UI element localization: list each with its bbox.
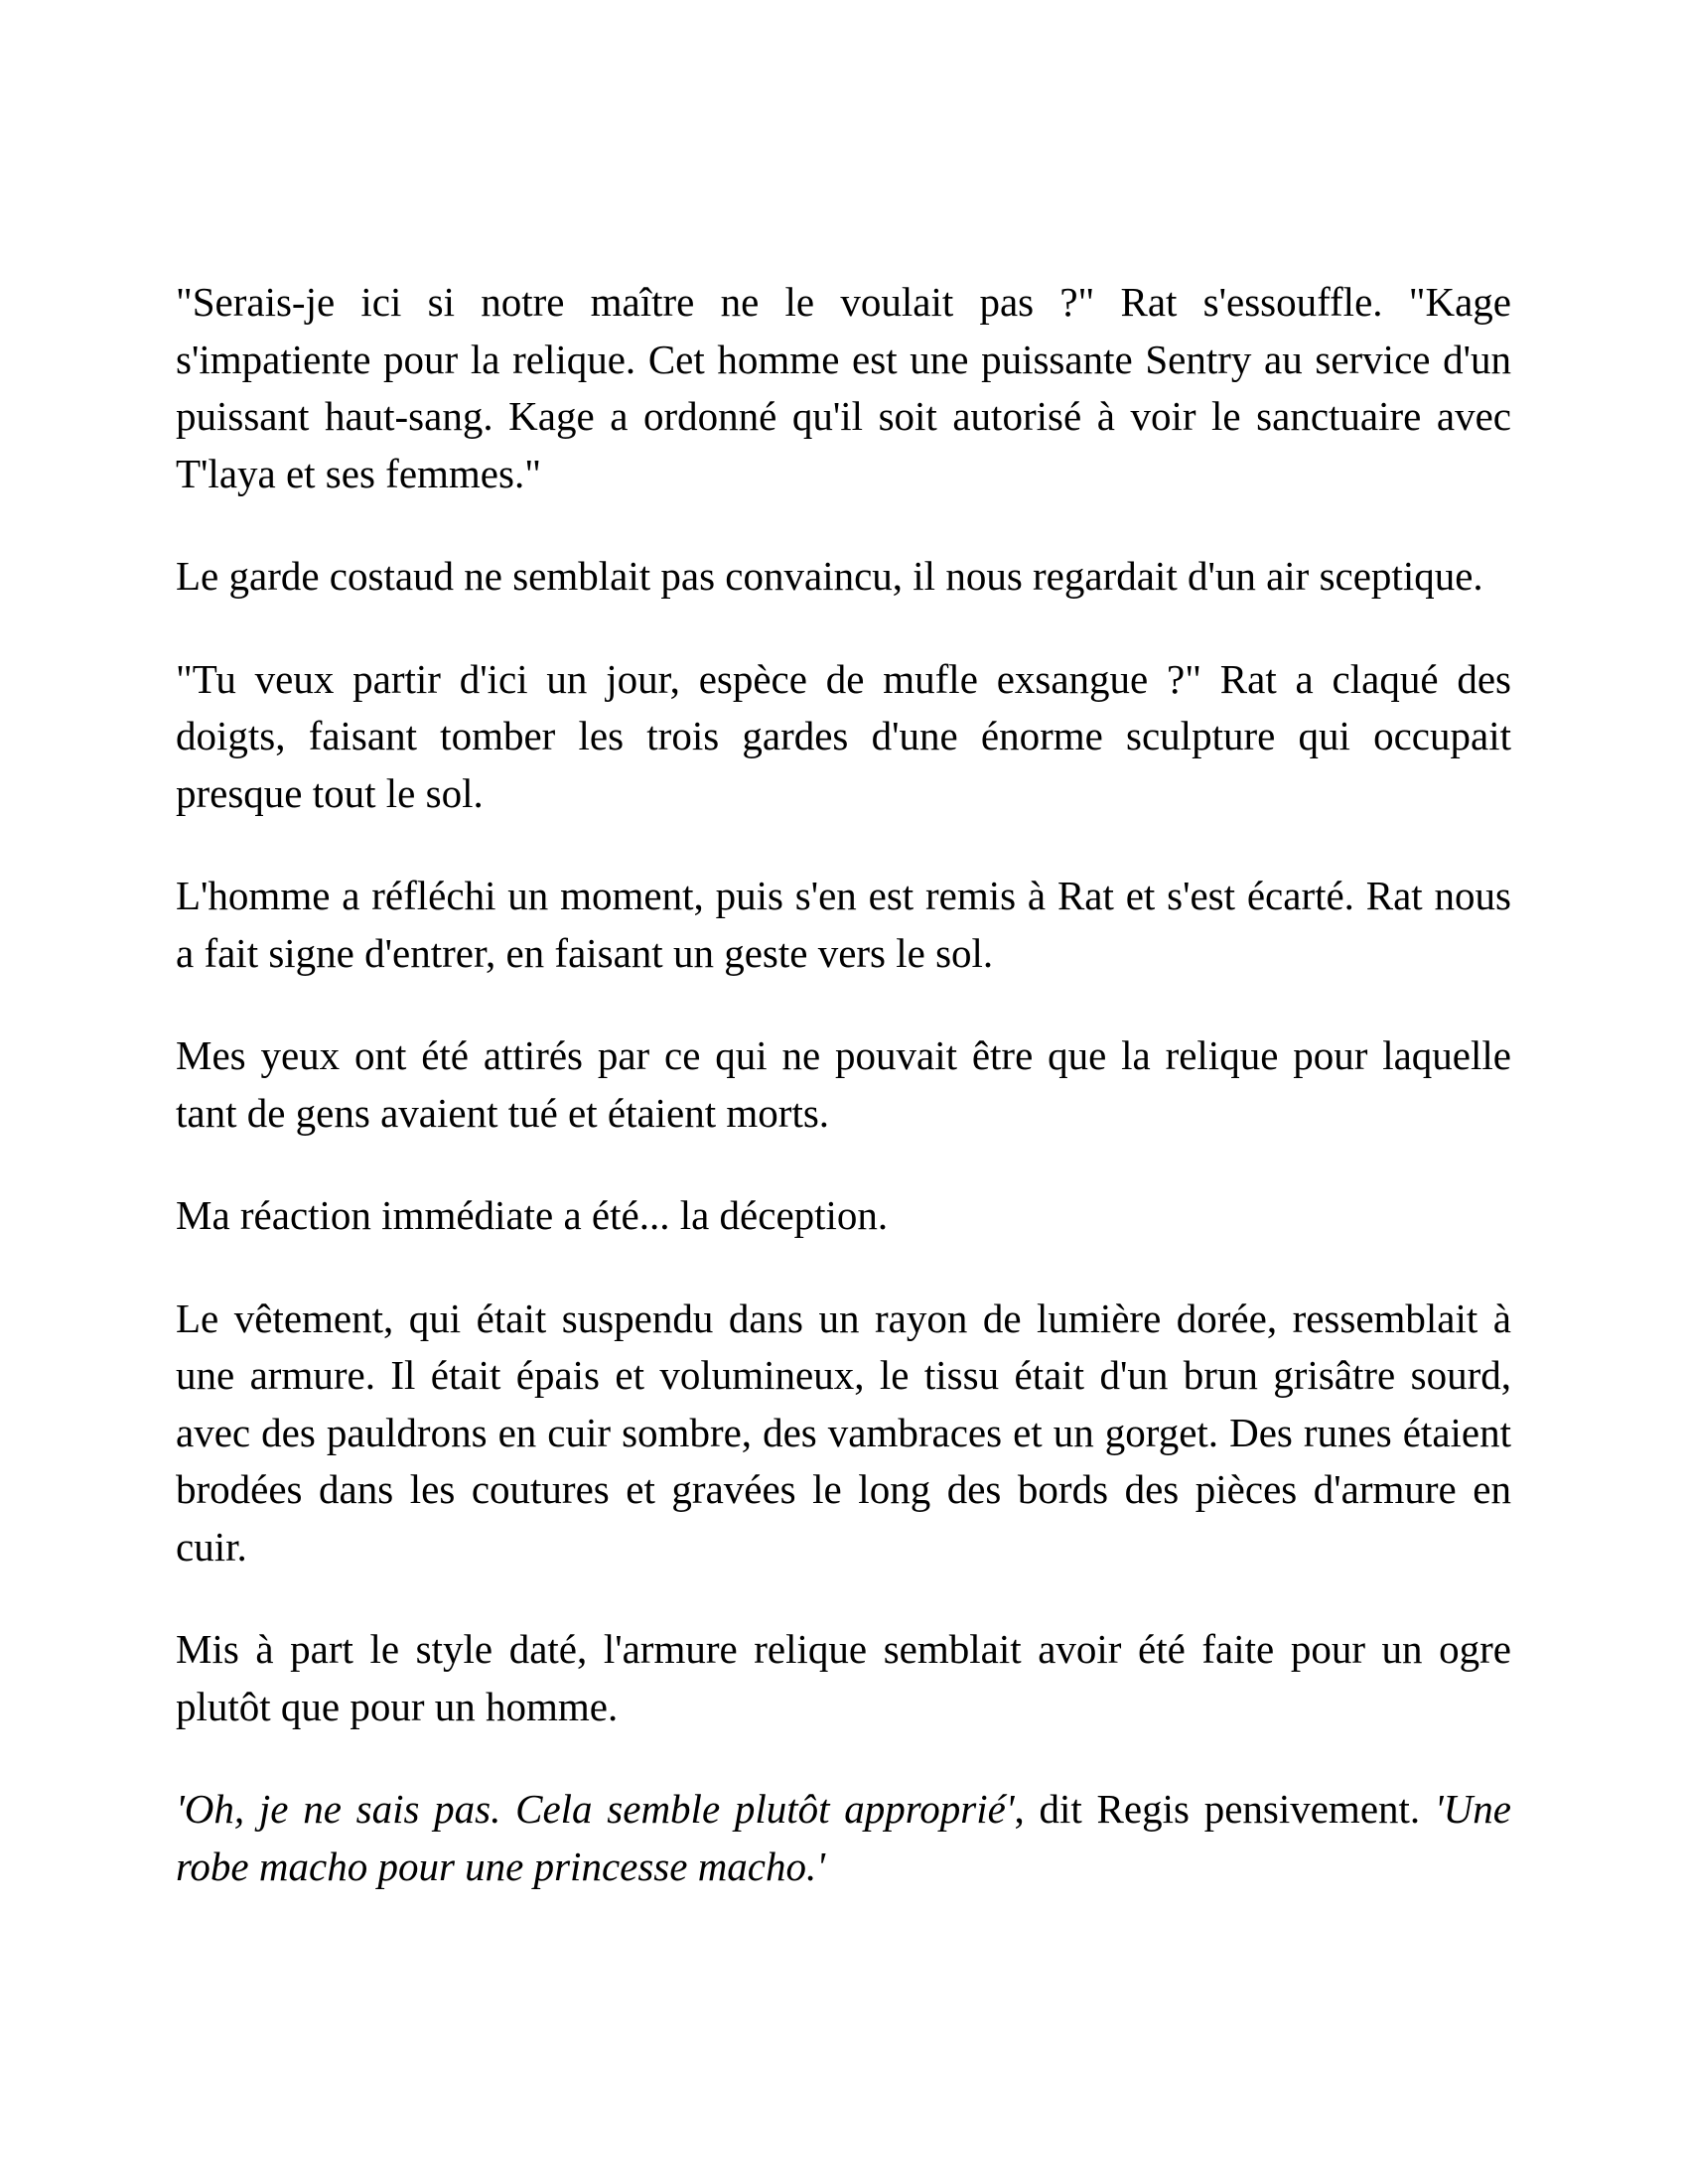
paragraph-4: L'homme a réfléchi un moment, puis s'en est remis à Rat et s'est écarté. Rat nous a fait signe d'entrer, en faisant un geste vers le sol. (176, 873, 1511, 976)
paragraph-6: Ma réaction immédiate a été... la déception. (176, 1192, 889, 1238)
paragraph-2: Le garde costaud ne semblait pas convaincu, il nous regardait d'un air sceptique. (176, 553, 1483, 599)
paragraph-9 (176, 1781, 1511, 1895)
quote-italic-segment-1: 'Oh, je ne sais pas. Cela semble plutôt approprié' (176, 1786, 1015, 1832)
paragraph-5: Mes yeux ont été attirés par ce qui ne pouvait être que la relique pour laquelle tant de gens avaient tué et étaient morts. (176, 1032, 1511, 1136)
paragraph-3: "Tu veux partir d'ici un jour, espèce de mufle exsangue ?" Rat a claqué des doigts, faisant tomber les trois gardes d'une énorme sculpture qui occupait presque tout le sol. (176, 655, 1511, 816)
attribution-regular-segment: , dit Regis pensivement. (1014, 1786, 1435, 1832)
paragraph-7: Le vêtement, qui était suspendu dans un rayon de lumière dorée, ressemblait à une armure. Il était épais et volumineux, le tissu était d'un brun grisâtre sourd, avec des pauldrons en cuir sombre, des vambraces et un gorget. Des runes étaient brodées dans les coutures et gravées le long des bords des pièces d'armure en cuir. (176, 1295, 1511, 1570)
paragraph-1: "Serais-je ici si notre maître ne le voulait pas ?" Rat s'essouffle. "Kage s'impatiente pour la relique. Cet homme est une puissante Sentry au service d'un puissant haut-sang. Kage a ordonné qu'il soit autorisé à voir le sanctuaire avec T'laya et ses femmes." (176, 279, 1511, 496)
quote-italic-segment-2: 'Une robe macho pour une princesse macho.' (176, 1786, 1511, 1889)
paragraph-8: Mis à part le style daté, l'armure relique semblait avoir été faite pour un ogre plutôt que pour un homme. (176, 1626, 1511, 1729)
